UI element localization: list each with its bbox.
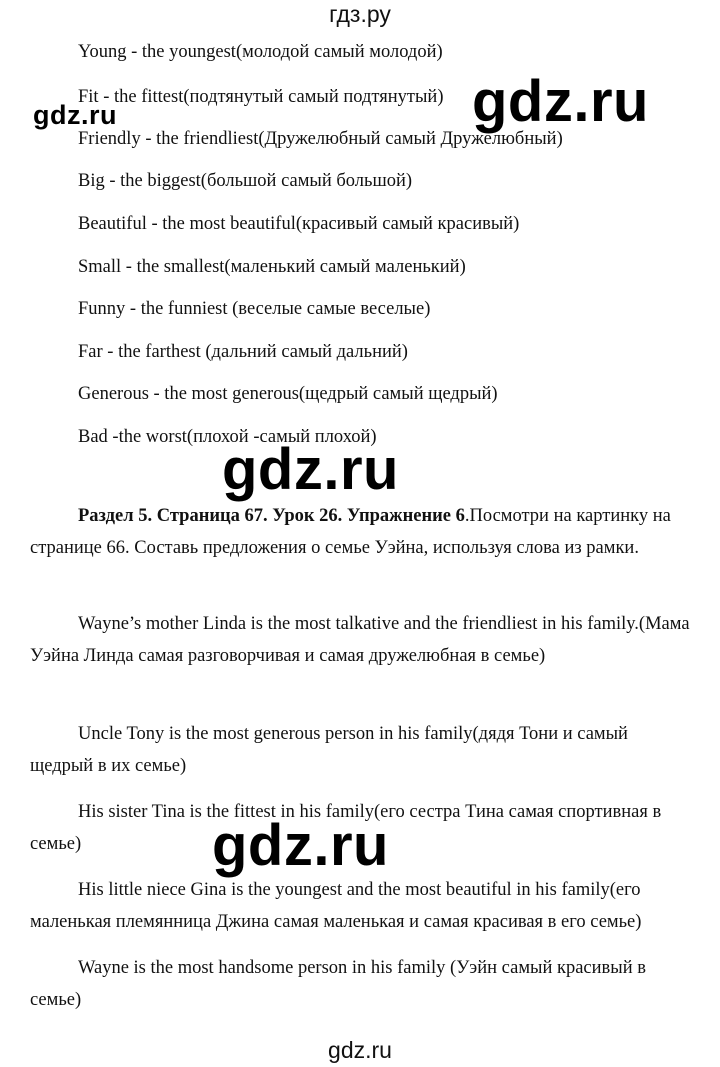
sentence-tina: His sister Tina is the fittest in his family(его сестра Тина самая спортивная в семье) [30,802,662,854]
vocab-line-generous: Generous - the most generous(щедрый самый щедрый) [78,384,498,404]
site-header: гдз.ру [329,1,391,27]
vocab-line-small: Small - the smallest(маленький самый маленький) [78,257,466,277]
vocab-line-big: Big - the biggest(большой самый большой) [78,171,413,191]
sentence-tony: Uncle Tony is the most generous person in his family(дядя Тони и самый щедрый в их семье) [30,724,628,776]
sentence-linda: Wayne’s mother Linda is the most talkative and the friendliest in his family.(Мама Уэйна Линда самая разговорчивая и самая дружелюбная в семье) [30,614,690,666]
watermark-logo: gdz.ru [33,100,117,130]
exercise-task: .Посмотри на картинку на странице 66. Составь предложения о семье Уэйна, используя слова из рамки. [30,506,671,558]
watermark-logo: gdz.ru [472,69,649,134]
exercise-title: Раздел 5. Страница 67. Урок 26. Упражнение 6 [78,506,465,526]
vocab-line-young: Young - the youngest(молодой самый молодой) [78,42,443,62]
watermark-logo: gdz.ru [212,813,389,878]
watermark-logo: gdz.ru [222,437,399,502]
vocab-line-funny: Funny - the funniest (веселые самые веселые) [78,299,431,319]
exercise-heading [30,500,695,564]
vocab-line-bad: Bad -the worst(плохой -самый плохой) [78,427,377,447]
vocab-line-fit: Fit - the fittest(подтянутый самый подтянутый) [78,87,444,107]
vocab-line-far: Far - the farthest (дальний самый дальний) [78,342,408,362]
site-footer: gdz.ru [328,1037,392,1063]
sentence-gina: His little niece Gina is the youngest and the most beautiful in his family(его маленькая племянница Джина самая маленькая и самая красивая в его семье) [30,880,642,932]
vocab-line-friendly: Friendly - the friendliest(Дружелюбный самый Дружелюбный) [78,129,563,149]
vocab-line-beautiful: Beautiful - the most beautiful(красивый самый красивый) [78,214,520,234]
sentence-wayne: Wayne is the most handsome person in his family (Уэйн самый красивый в семье) [30,958,646,1010]
